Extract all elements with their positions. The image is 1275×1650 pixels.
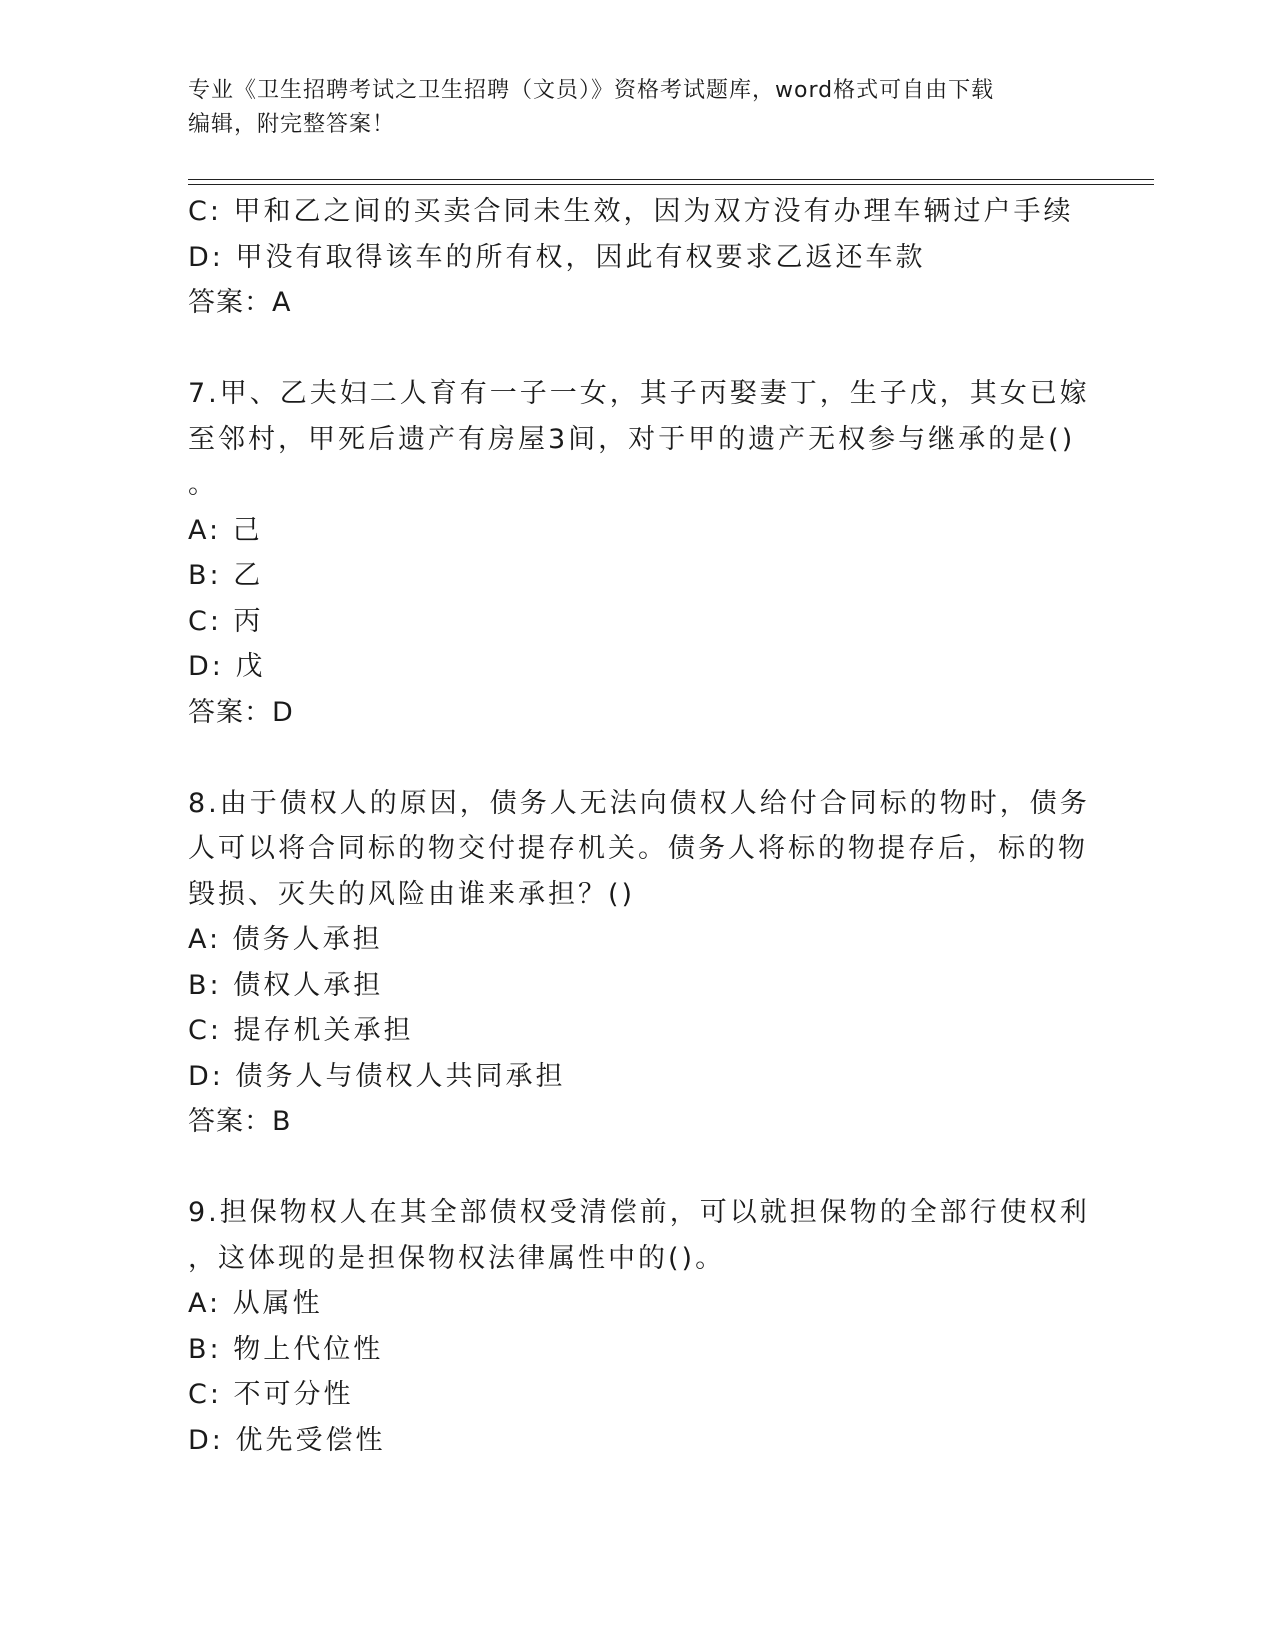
question-9 (188, 1190, 1090, 1463)
option-c: C: 提存机关承担 (188, 1015, 414, 1046)
option-c: C: 丙 (188, 605, 264, 637)
option-d: D: 优先受偿性 (188, 1424, 386, 1456)
question-spacer (188, 735, 1068, 781)
question-7 (188, 371, 1090, 735)
option-d: D: 债务人与债权人共同承担 (188, 1060, 566, 1092)
stem-line: 8.由于债权人的原因，债务人无法向债权人给付合同标的物时，债务 (188, 787, 1090, 819)
question-6-tail (188, 189, 1074, 326)
answer-line: 答案：D (188, 696, 294, 728)
question-list (188, 189, 1090, 1463)
option-c: C: 甲和乙之间的买卖合同未生效，因为双方没有办理车辆过户手续 (188, 196, 1074, 227)
question-8 (188, 781, 1090, 1145)
answer-line: 答案：A (188, 287, 292, 318)
question-spacer (188, 326, 1068, 372)
option-a: A: 从属性 (188, 1288, 323, 1319)
stem-line: 。 (188, 469, 218, 500)
header-double-rule (188, 179, 1154, 185)
question-stem (188, 371, 1090, 508)
answer-line: 答案：B (188, 1106, 292, 1137)
stem-line: ，这体现的是担保物权法律属性中的()。 (188, 1242, 726, 1274)
option-b: B: 债权人承担 (188, 969, 384, 1001)
question-stem (188, 1190, 1090, 1281)
question-stem (188, 781, 1090, 918)
question-spacer (188, 1145, 1068, 1191)
option-a: A: 己 (188, 514, 263, 546)
option-b: B: 乙 (188, 560, 264, 591)
header-line-1: 专业《卫生招聘考试之卫生招聘（文员）》资格考试题库，word格式可自由下载 (188, 78, 995, 103)
header-line-2: 编辑，附完整答案！ (188, 112, 396, 137)
stem-line: 7.甲、乙夫妇二人育有一子一女，其子丙娶妻丁，生子戊，其女已嫁 (188, 378, 1090, 409)
option-d: D: 戊 (188, 651, 266, 682)
document-header (188, 74, 1068, 142)
option-a: A: 债务人承担 (188, 924, 383, 955)
stem-line: 9.担保物权人在其全部债权受清偿前，可以就担保物的全部行使权利 (188, 1197, 1090, 1228)
stem-line: 至邻村，甲死后遗产有房屋3间，对于甲的遗产无权参与继承的是() (188, 423, 1076, 455)
option-d: D: 甲没有取得该车的所有权，因此有权要求乙返还车款 (188, 241, 926, 273)
stem-line: 人可以将合同标的物交付提存机关。债务人将标的物提存后，标的物 (188, 833, 1088, 864)
stem-line: 毁损、灭失的风险由谁来承担？() (188, 878, 636, 910)
option-c: C: 不可分性 (188, 1379, 354, 1410)
option-b: B: 物上代位性 (188, 1333, 384, 1365)
